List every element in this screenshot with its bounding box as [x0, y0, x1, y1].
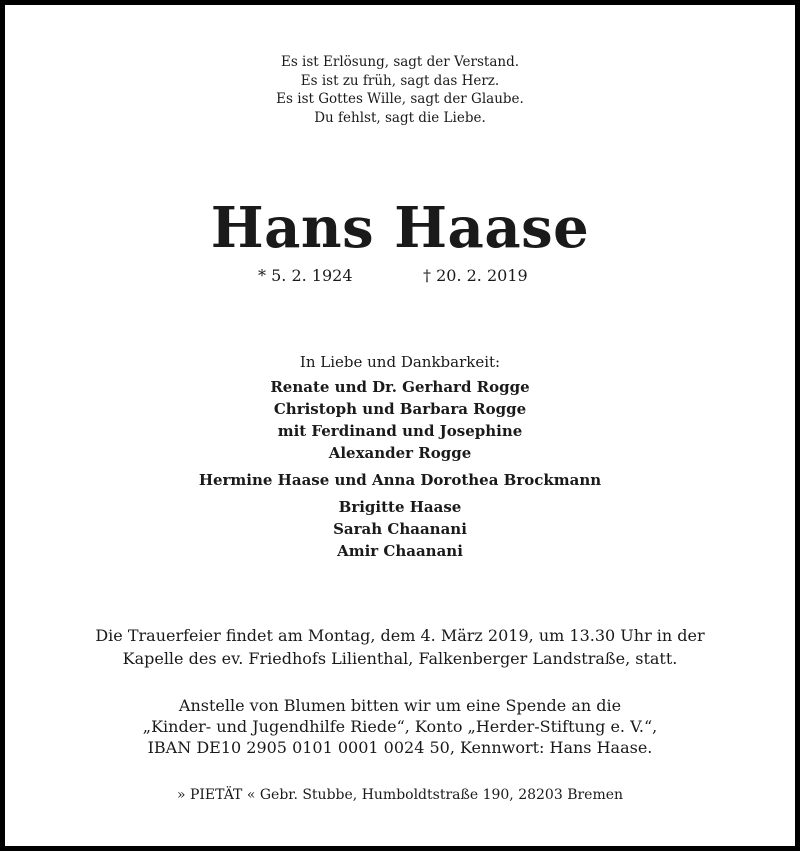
quote-verse — [5, 53, 795, 127]
mourner-line: Hermine Haase und Anna Dorothea Brockmann — [198, 471, 602, 489]
donation-line: „Kinder- und Jugendhilfe Riede“, Konto „Herder-Stiftung e. V.“, — [142, 717, 658, 736]
mourner-line: Amir Chaanani — [337, 542, 463, 560]
birth-date: * 5. 2. 1924 — [258, 266, 353, 285]
mourners-intro: In Liebe und Dankbarkeit: — [299, 353, 501, 371]
mourner-line: Christoph und Barbara Rogge — [273, 400, 527, 418]
mourner-line: Sarah Chaanani — [333, 520, 467, 538]
donation-line: IBAN DE10 2905 0101 0001 0024 50, Kennwort: Hans Haase. — [147, 738, 653, 757]
quote-line: Du fehlst, sagt die Liebe. — [314, 109, 486, 126]
funeral-ceremony-info — [5, 624, 795, 670]
funeral-home-footer: » PIETÄT « Gebr. Stubbe, Humboldtstraße 190, 28203 Bremen — [176, 787, 624, 803]
quote-line: Es ist Gottes Wille, sagt der Glaube. — [276, 91, 524, 107]
mourners-group-family-rogge — [5, 376, 795, 464]
quote-line: Es ist zu früh, sagt das Herz. — [300, 72, 500, 89]
death-date: † 20. 2. 2019 — [423, 266, 528, 285]
ceremony-line: Kapelle des ev. Friedhofs Lilienthal, Falkenberger Landstraße, statt. — [122, 649, 678, 668]
mourner-line: Brigitte Haase — [338, 498, 462, 516]
mourner-line: Alexander Rogge — [328, 444, 472, 462]
quote-line: Es ist Erlösung, sagt der Verstand. — [280, 54, 520, 70]
donation-line: Anstelle von Blumen bitten wir um eine Spende an die — [178, 696, 622, 715]
mourner-line: mit Ferdinand und Josephine — [277, 422, 523, 440]
ceremony-line: Die Trauerfeier findet am Montag, dem 4. März 2019, um 13.30 Uhr in der — [95, 626, 705, 645]
mourners-group-haase-chaanani — [5, 496, 795, 562]
donation-request — [5, 695, 795, 758]
mourner-line: Renate und Dr. Gerhard Rogge — [270, 378, 530, 396]
mourners-group-haase-brockmann — [5, 469, 795, 491]
deceased-name: Hans Haase — [210, 195, 590, 261]
